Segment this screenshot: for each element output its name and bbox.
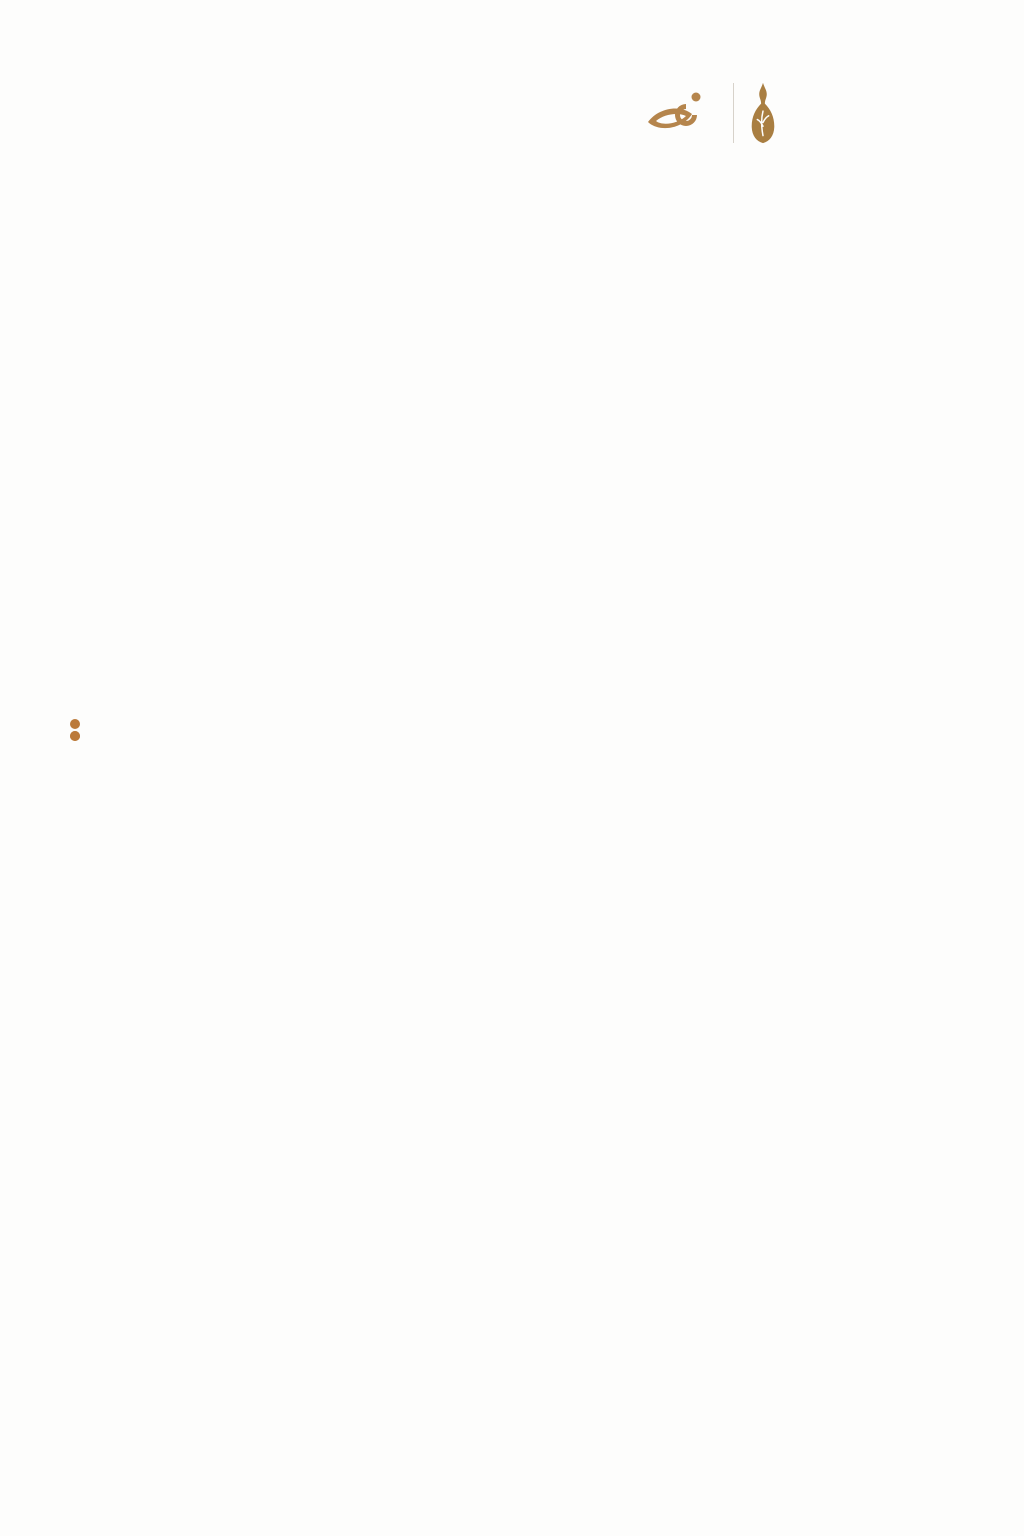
logo-row	[646, 80, 787, 146]
credit-row	[95, 1199, 179, 1223]
exhibition-word-row	[64, 392, 152, 452]
logo-divider	[733, 83, 734, 143]
handicraft-logo	[747, 80, 787, 146]
credit-row	[95, 1269, 179, 1293]
credit-row	[95, 1222, 179, 1246]
vase-icon	[747, 80, 779, 146]
credit-row	[95, 1175, 179, 1199]
credits-cn	[95, 1175, 179, 1340]
swirl-bird-icon	[646, 90, 712, 136]
credit-row	[95, 1293, 179, 1317]
forum-logo	[646, 90, 720, 136]
credit-row	[95, 1246, 179, 1270]
credit-row	[95, 1317, 179, 1341]
